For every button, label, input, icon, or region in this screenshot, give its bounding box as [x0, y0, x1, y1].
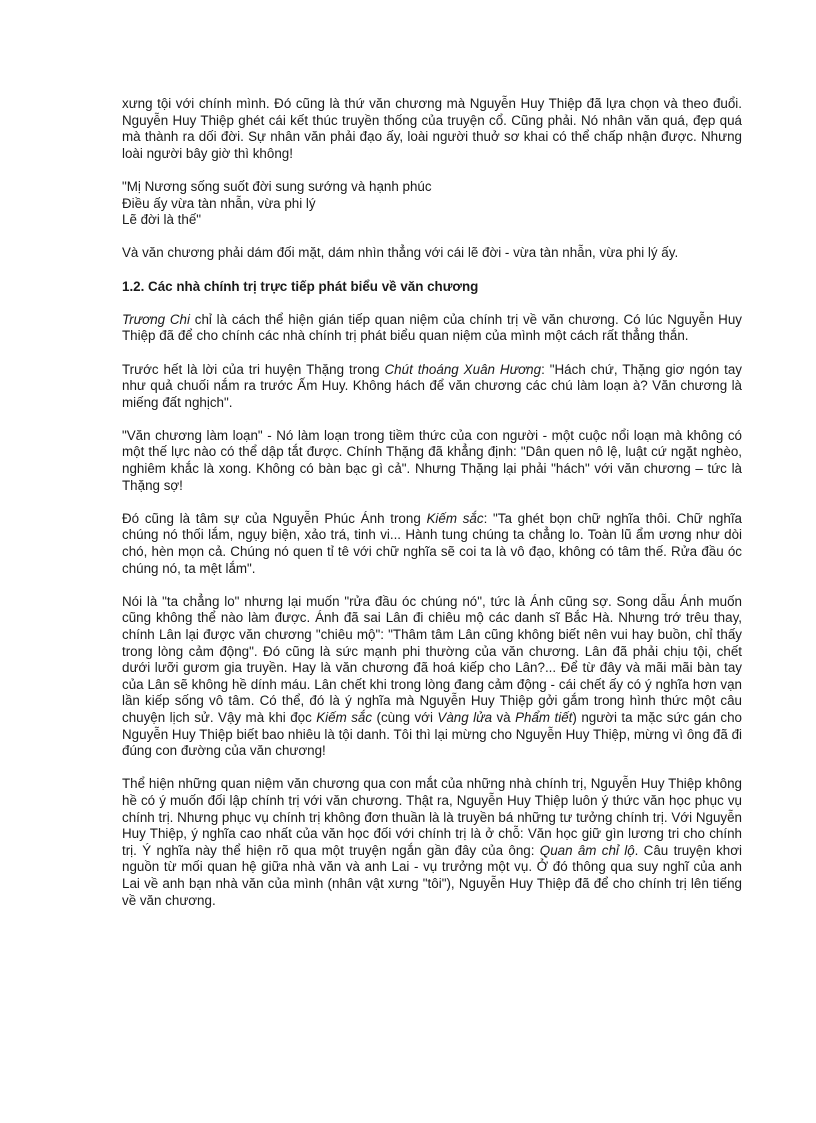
paragraph-7-c: và — [492, 709, 516, 725]
title-pham-tiet: Phẩm tiết — [515, 709, 573, 725]
paragraph-8 — [122, 776, 742, 909]
paragraph-1: xưng tội với chính mình. Đó cũng là thứ văn chương mà Nguyễn Huy Thiệp đã lựa chọn và theo đuổi. Nguyễn Huy Thiệp ghét cái kết thúc truyền thống của truyện cổ. Cũng phải. Nó nhân văn quá, đẹp quá mà thành ra dối đời. Sự nhân văn phải đạo ấy, loài người thuở sơ khai có thể chấp nhận được. Nhưng loài người bây giờ thì không! — [122, 96, 742, 161]
poem-quote — [122, 179, 742, 229]
paragraph-6 — [122, 511, 742, 577]
title-vang-lua: Vàng lửa — [437, 709, 493, 725]
paragraph-7 — [122, 594, 742, 760]
paragraph-8-a: Thể hiện những quan niệm văn chương qua con mắt của những nhà chính trị, Nguyễn Huy Thiệp không hề có ý muốn đối lập chính trị với văn chương. Thật ra, Nguyễn Huy Thiệp luôn ý thức văn học phục vụ chính trị. Nhưng phục vụ chính trị không đơn thuần là là truyền bá những tư tưởng chính trị. Với Nguyễn Huy Thiệp, ý nghĩa cao nhất của văn học đối với chính trị là ở chỗ: Văn học giữ gìn lương tri cho chính trị. Ý nghĩa này thể hiện rõ qua một truyện ngắn gần đây của ông: — [122, 776, 742, 858]
title-quan-am: Quan âm chỉ lộ — [539, 842, 635, 858]
paragraph-4 — [122, 362, 742, 412]
title-kiem-sac-2: Kiếm sắc — [316, 709, 373, 725]
paragraph-6-b: : "Ta ghét bọn chữ nghĩa thôi. Chữ nghĩa chúng nó thối lắm, ngụy biện, xảo trá, tinh vi... Hành tung chúng ta chẳng lo. Toàn lũ ẩm ương như dòi chó, hèn mọn cả. Chúng nó quen tỉ tê với chữ nghĩa sẽ coi ta là vô đạo, không có tâm thế. Rửa đầu óc chúng nó, ta mệt lắm". — [122, 510, 742, 576]
paragraph-3 — [122, 312, 742, 345]
paragraph-4-a: Trước hết là lời của tri huyện Thặng trong — [122, 361, 385, 377]
paragraph-6-a: Đó cũng là tâm sự của Nguyễn Phúc Ánh trong — [122, 510, 427, 526]
paragraph-8-b: . Câu truyện khơi nguồn từ mối quan hệ giữa nhà văn và anh Lai - vụ trưởng một vụ. Ở đó thông qua suy nghĩ của anh Lai về anh bạn nhà văn của mình (nhân vật xưng "tôi"), Nguyễn Huy Thiệp đã để cho chính trị lên tiếng về văn chương. — [122, 842, 742, 908]
title-chut-thoang: Chút thoáng Xuân Hương — [384, 361, 542, 377]
title-truong-chi: Trương Chi — [122, 311, 190, 327]
section-heading: 1.2. Các nhà chính trị trực tiếp phát biểu về văn chương — [122, 278, 479, 294]
title-kiem-sac: Kiếm sắc — [426, 510, 484, 526]
paragraph-2: Và văn chương phải dám đối mặt, dám nhìn thẳng với cái lẽ đời - vừa tàn nhẫn, vừa phi lý ấy. — [122, 245, 679, 261]
paragraph-7-a: Nói là "ta chẳng lo" nhưng lại muốn "rửa đầu óc chúng nó", tức là Ánh cũng sợ. Song dẫu Ánh muốn cũng không thể nào làm được. Ánh đã sai Lân đi chiêu mộ các danh sĩ Bắc Hà. Nhưng trớ trêu thay, chính Lân lại được văn chương "chiêu mộ": "Thâm tâm Lân cũng không biết nên vui hay buồn, chỉ thấy trong lòng cảm động". Đó cũng là sức mạnh phi thường của văn chương. Lân đã phải chịu tội, chết dưới lưỡi gươm gia truyền. Hay là văn chương đã hoá kiếp cho Lân?... Để từ đây và mãi mãi bàn tay của Lân sẽ không hề dính máu. Lân chết khi trong lòng đang cảm động - cái chết ấy có ý nghĩa hơn vạn lần kiếp sống vô tâm. Có thể, đó là ý nghĩa mà Nguyễn Huy Thiệp gởi gắm trong hình thức một câu chuyện lịch sử. Vậy mà khi đọc — [122, 593, 742, 725]
paragraph-5: "Văn chương làm loạn" - Nó làm loạn trong tiềm thức của con người - một cuộc nổi loạn mà không có một thế lực nào có thể dập tắt được. Chính Thặng đã khẳng định: "Dân quen nô lệ, luật cứ ngặt nghèo, nghiêm khắc là xong. Không có bàn bạc gì cả". Nhưng Thặng lại phải "hách" với văn chương – tức là Thặng sợ! — [122, 427, 742, 493]
paragraph-7-d: ) người ta mặc sức gán cho Nguyễn Huy Thiệp biết bao nhiêu là tội danh. Tôi thì lại mừng cho Nguyễn Huy Thiệp, mừng vì ông đã đi đúng con đường của văn chương! — [122, 709, 742, 759]
quote-line-2: Điều ấy vừa tàn nhẫn, vừa phi lý — [122, 195, 316, 211]
paragraph-3-text: chỉ là cách thể hiện gián tiếp quan niệm của chính trị về văn chương. Có lúc Nguyễn Huy Thiệp đã để cho chính các nhà chính trị phát biểu quan niệm của mình một cách rất thẳng thắn. — [122, 311, 742, 344]
quote-line-3: Lẽ đời là thế" — [122, 212, 202, 228]
quote-line-1: "Mị Nương sống suốt đời sung sướng và hạnh phúc — [122, 178, 432, 194]
document-page — [122, 96, 742, 926]
paragraph-7-b: (cùng với — [372, 709, 438, 725]
paragraph-4-b: : "Hách chứ, Thặng giơ ngón tay như quả chuối nắm ra trước Ấm Huy. Không hách để văn chương các chú làm loạn à? Văn chương là miếng đất nghịch". — [122, 361, 743, 410]
